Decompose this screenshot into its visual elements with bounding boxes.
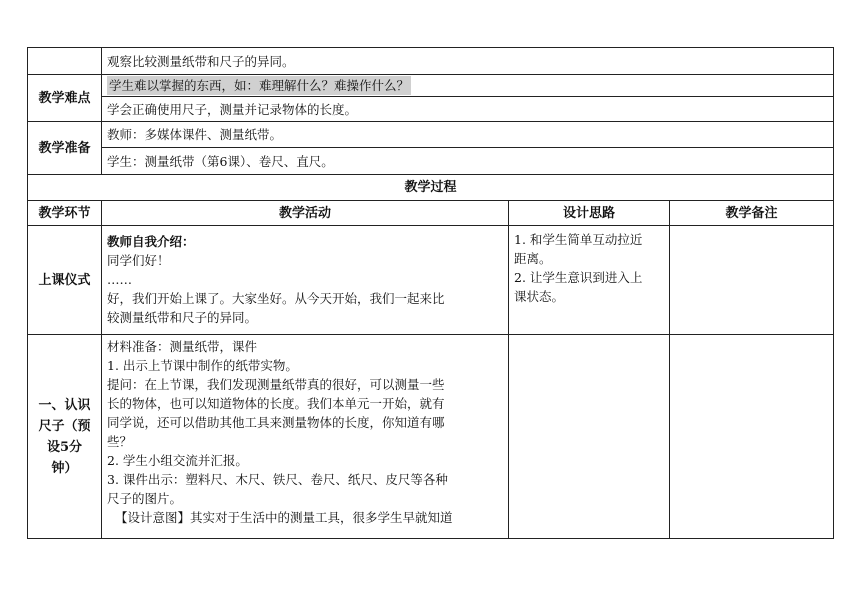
preparation-student: 学生：测量纸带（第6课）、卷尺、直尺。	[102, 148, 834, 175]
stage1-line: 较测量纸带和尺子的异同。	[107, 310, 258, 325]
header-notes: 教学备注	[670, 201, 834, 226]
header-design: 设计思路	[509, 201, 670, 226]
design-line: 距离。	[514, 251, 552, 266]
stage2-line: 同学说，还可以借助其他工具来测量物体的长度，你知道有哪	[107, 415, 445, 430]
header-activity: 教学活动	[102, 201, 509, 226]
design-line: 2. 让学生意识到进入上	[514, 270, 643, 285]
stage2-line: 1. 出示上节课中制作的纸带实物。	[107, 358, 298, 373]
lesson-plan-table	[27, 47, 834, 539]
stage1-label: 上课仪式	[28, 226, 102, 335]
header-stage: 教学环节	[28, 201, 102, 226]
observation-row	[28, 48, 834, 75]
stage2-line: 2. 学生小组交流并汇报。	[107, 453, 248, 468]
stage1-activity	[102, 226, 509, 335]
header-row	[28, 201, 834, 226]
empty-label-cell	[28, 48, 102, 75]
stage1-line: 好，我们开始上课了。大家坐好。从今天开始，我们一起来比	[107, 291, 445, 306]
design-line: 课状态。	[514, 289, 565, 304]
stage1-design	[509, 226, 670, 335]
stage1-line: ……	[107, 272, 132, 287]
stage2-line: 些？	[107, 434, 133, 449]
design-line: 1. 和学生简单互动拉近	[514, 232, 643, 247]
stage2-line: 尺子的图片。	[107, 491, 183, 506]
stage2-line: 材料准备：测量纸带，课件	[107, 339, 258, 354]
stage2-design	[509, 335, 670, 539]
stage2-activity	[102, 335, 509, 539]
stage1-notes	[670, 226, 834, 335]
stage2-line: 3. 课件出示：塑料尺、木尺、铁尺、卷尺、纸尺、皮尺等各种	[107, 472, 448, 487]
stage1-line: 同学们好！	[107, 253, 170, 268]
difficulty-row-2	[28, 97, 834, 122]
stage1-row	[28, 226, 834, 335]
stage1-line: 教师自我介绍：	[107, 234, 195, 249]
stage2-line: 【设计意图】其实对于生活中的测量工具，很多学生早就知道	[115, 510, 453, 525]
process-title-row	[28, 175, 834, 201]
difficulty-text: 学会正确使用尺子，测量并记录物体的长度。	[102, 97, 834, 122]
preparation-teacher: 教师：多媒体课件、测量纸带。	[102, 122, 834, 148]
stage2-notes	[670, 335, 834, 539]
difficulty-label: 教学难点	[28, 75, 102, 122]
preparation-row-1	[28, 122, 834, 148]
stage2-label: 一、认识 尺子（预 设5分 钟）	[28, 335, 102, 539]
difficulty-prompt: 学生难以掌握的东西，如：难理解什么？难操作什么？	[109, 78, 410, 93]
preparation-row-2	[28, 148, 834, 175]
stage2-line: 提问：在上节课，我们发现测量纸带真的很好，可以测量一些	[107, 377, 445, 392]
process-title: 教学过程	[28, 175, 834, 201]
stage2-line: 长的物体，也可以知道物体的长度。我们本单元一开始，就有	[107, 396, 445, 411]
difficulty-row-1	[28, 75, 834, 97]
observation-text: 观察比较测量纸带和尺子的异同。	[102, 48, 834, 75]
stage2-row	[28, 335, 834, 539]
preparation-label: 教学准备	[28, 122, 102, 175]
